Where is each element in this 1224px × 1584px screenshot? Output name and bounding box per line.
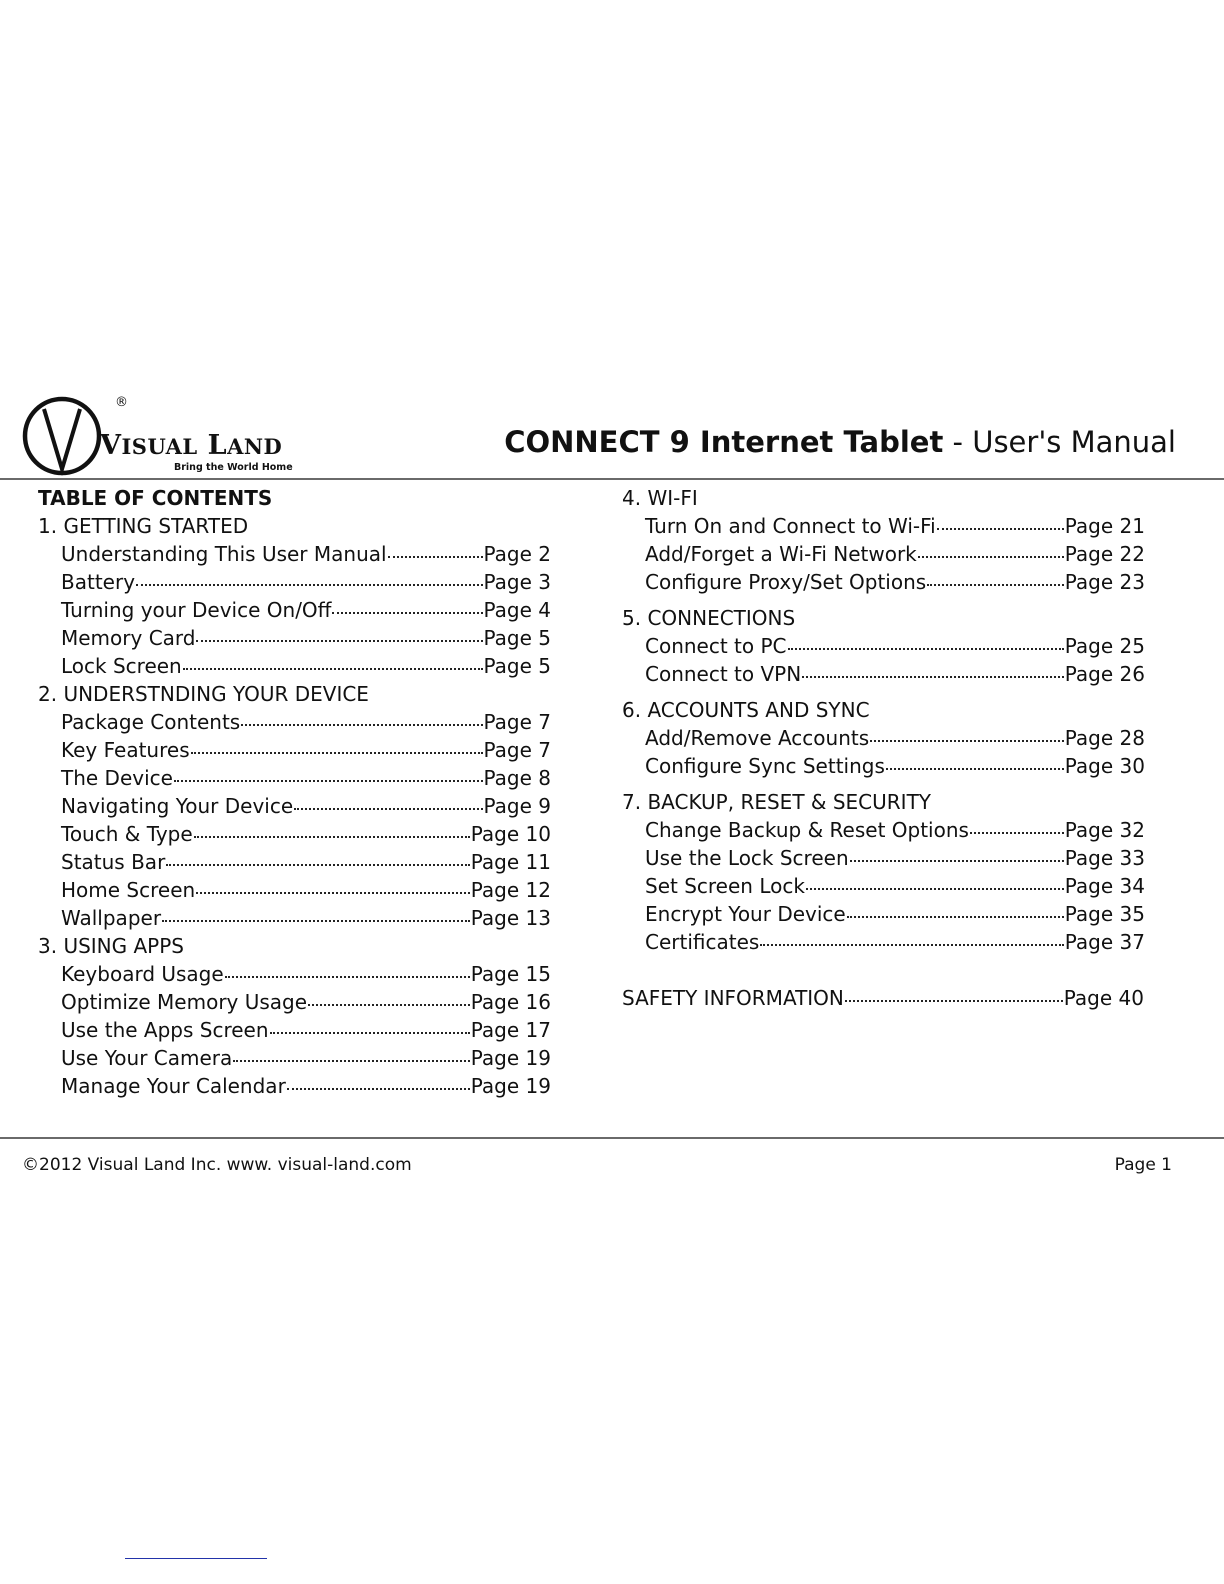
toc-entry[interactable] — [38, 876, 551, 904]
toc-entry-page: Page 17 — [470, 1018, 551, 1042]
toc-entry[interactable] — [38, 624, 551, 652]
toc-entry[interactable] — [622, 900, 1145, 928]
dot-leader — [845, 1000, 1063, 1002]
toc-entry-label: Home Screen — [61, 878, 196, 902]
toc-entry-page: Page 30 — [1064, 754, 1145, 778]
link-underline — [125, 1558, 267, 1559]
toc-entry-label: The Device — [61, 766, 173, 790]
toc-entry-label: Package Contents — [61, 710, 241, 734]
toc-section-title: 3. USING APPS — [38, 934, 184, 958]
toc-entry-page: Page 12 — [470, 878, 551, 902]
product-title: CONNECT 9 Internet Tablet — [504, 425, 944, 459]
dot-leader — [850, 860, 1064, 862]
toc-entry-page: Page 40 — [1063, 986, 1144, 1010]
toc-entry-label: Change Backup & Reset Options — [645, 818, 969, 842]
visual-land-logo — [20, 391, 310, 477]
toc-entry-page: Page 2 — [483, 542, 551, 566]
toc-entry[interactable] — [38, 708, 551, 736]
toc-entry-label: Turn On and Connect to Wi-Fi — [645, 514, 936, 538]
document-title — [504, 425, 1176, 459]
toc-left-column — [38, 484, 568, 1100]
toc-entry[interactable] — [38, 568, 551, 596]
dot-leader — [332, 612, 482, 614]
toc-entry[interactable] — [622, 512, 1145, 540]
toc-entry-page: Page 33 — [1064, 846, 1145, 870]
toc-entry[interactable] — [38, 1044, 551, 1072]
page-header — [0, 385, 1224, 485]
toc-entry[interactable] — [38, 596, 551, 624]
toc-entry[interactable] — [622, 752, 1145, 780]
dot-leader — [162, 920, 470, 922]
toc-entry-page: Page 32 — [1064, 818, 1145, 842]
toc-entry-label: Wallpaper — [61, 906, 162, 930]
dot-leader — [760, 944, 1063, 946]
toc-entry-page: Page 35 — [1064, 902, 1145, 926]
toc-entry-label: Set Screen Lock — [645, 874, 805, 898]
toc-entry-label: Connect to PC — [645, 634, 787, 658]
toc-entry-page: Page 28 — [1064, 726, 1145, 750]
dot-leader — [308, 1004, 470, 1006]
dot-leader — [970, 832, 1064, 834]
toc-entry-page: Page 4 — [483, 598, 551, 622]
toc-entry-label: Add/Forget a Wi-Fi Network — [645, 542, 917, 566]
toc-entry-safety-information[interactable] — [622, 984, 1144, 1012]
toc-entry-page: Page 3 — [483, 570, 551, 594]
toc-section-title: 1. GETTING STARTED — [38, 514, 249, 538]
toc-entry-page: Page 25 — [1064, 634, 1145, 658]
dot-leader — [927, 584, 1064, 586]
toc-entry-label: Encrypt Your Device — [645, 902, 846, 926]
dot-leader — [166, 864, 469, 866]
dot-leader — [196, 640, 482, 642]
toc-right-column — [622, 484, 1182, 1012]
toc-entry-page: Page 13 — [470, 906, 551, 930]
toc-section-title: 2. UNDERSTNDING YOUR DEVICE — [38, 682, 369, 706]
dot-leader — [270, 1032, 470, 1034]
toc-entry[interactable] — [622, 816, 1145, 844]
toc-entry[interactable] — [38, 540, 551, 568]
brand-name: VISUAL LAND — [100, 430, 283, 461]
toc-entry-label: Key Features — [61, 738, 190, 762]
toc-entry-label: Navigating Your Device — [61, 794, 294, 818]
toc-entry-page: Page 5 — [483, 654, 551, 678]
toc-entry-page: Page 37 — [1064, 930, 1145, 954]
dot-leader — [388, 556, 483, 558]
dot-leader — [918, 556, 1064, 558]
toc-entry-page: Page 7 — [483, 738, 551, 762]
toc-entry-label: Understanding This User Manual — [61, 542, 387, 566]
toc-entry-label: Status Bar — [61, 850, 166, 874]
toc-entry[interactable] — [38, 1072, 551, 1100]
dot-leader — [191, 752, 483, 754]
footer-copyright: ©2012 Visual Land Inc. www. visual-land.com — [22, 1155, 412, 1175]
toc-entry-label: Add/Remove Accounts — [645, 726, 870, 750]
dot-leader — [802, 676, 1064, 678]
toc-section-title: 7. BACKUP, RESET & SECURITY — [622, 790, 932, 814]
toc-entry[interactable] — [38, 1016, 551, 1044]
toc-entry-label: Configure Proxy/Set Options — [645, 570, 927, 594]
toc-entry-label: Certificates — [645, 930, 760, 954]
toc-entry[interactable] — [622, 568, 1145, 596]
toc-entry[interactable] — [38, 960, 551, 988]
toc-entry-page: Page 15 — [470, 962, 551, 986]
toc-section-title: 4. WI-FI — [622, 486, 698, 510]
toc-entry[interactable] — [38, 988, 551, 1016]
toc-entry[interactable] — [622, 928, 1145, 956]
toc-entry-page: Page 19 — [470, 1046, 551, 1070]
dot-leader — [136, 584, 482, 586]
dot-leader — [294, 808, 482, 810]
toc-entry-label: Memory Card — [61, 626, 196, 650]
toc-entry-label: Use the Apps Screen — [61, 1018, 269, 1042]
dot-leader — [937, 528, 1064, 530]
dot-leader — [174, 780, 483, 782]
dot-leader — [183, 668, 483, 670]
toc-entry[interactable] — [38, 848, 551, 876]
toc-entry-page: Page 5 — [483, 626, 551, 650]
toc-entry-label: SAFETY INFORMATION — [622, 986, 844, 1010]
footer-page-number: Page 1 — [1114, 1155, 1172, 1175]
dot-leader — [233, 1060, 470, 1062]
toc-entry-label: Use the Lock Screen — [645, 846, 849, 870]
toc-entry[interactable] — [38, 736, 551, 764]
toc-entry[interactable] — [622, 660, 1145, 688]
toc-entry-page: Page 23 — [1064, 570, 1145, 594]
brand-tagline: Bring the World Home — [174, 462, 293, 473]
toc-entry-label: Battery — [61, 570, 136, 594]
toc-heading: TABLE OF CONTENTS — [38, 486, 273, 510]
toc-entry-label: Manage Your Calendar — [61, 1074, 286, 1098]
dot-leader — [194, 836, 470, 838]
toc-section-title: 6. ACCOUNTS AND SYNC — [622, 698, 870, 722]
dot-leader — [806, 888, 1064, 890]
toc-entry-page: Page 8 — [483, 766, 551, 790]
toc-entry-label: Touch & Type — [61, 822, 193, 846]
toc-entry[interactable] — [622, 540, 1145, 568]
toc-entry[interactable] — [38, 904, 551, 932]
toc-section-title: 5. CONNECTIONS — [622, 606, 796, 630]
toc-entry-label: Lock Screen — [61, 654, 182, 678]
dot-leader — [225, 976, 470, 978]
toc-entry-page: Page 11 — [470, 850, 551, 874]
toc-entry-label: Turning your Device On/Off — [61, 598, 332, 622]
dot-leader — [847, 916, 1064, 918]
toc-entry[interactable] — [622, 632, 1145, 660]
toc-entry[interactable] — [622, 844, 1145, 872]
toc-entry-label: Optimize Memory Usage — [61, 990, 308, 1014]
toc-entry-label: Use Your Camera — [61, 1046, 233, 1070]
dot-leader — [886, 768, 1064, 770]
toc-entry[interactable] — [38, 652, 551, 680]
header-divider — [0, 478, 1224, 480]
toc-entry-label: Connect to VPN — [645, 662, 802, 686]
toc-entry-label: Keyboard Usage — [61, 962, 224, 986]
title-suffix: - User's Manual — [943, 425, 1176, 459]
toc-entry[interactable] — [622, 872, 1145, 900]
dot-leader — [196, 892, 470, 894]
toc-entry[interactable] — [622, 724, 1145, 752]
dot-leader — [788, 648, 1064, 650]
toc-entry-page: Page 19 — [470, 1074, 551, 1098]
toc-entry-page: Page 9 — [483, 794, 551, 818]
v-circle-logo-icon — [20, 391, 110, 477]
toc-entry[interactable] — [38, 764, 551, 792]
toc-entry[interactable] — [38, 792, 551, 820]
footer-divider — [0, 1137, 1224, 1139]
toc-entry-page: Page 16 — [470, 990, 551, 1014]
toc-entry-page: Page 21 — [1064, 514, 1145, 538]
dot-leader — [287, 1088, 470, 1090]
dot-leader — [241, 724, 482, 726]
toc-entry-page: Page 7 — [483, 710, 551, 734]
toc-entry[interactable] — [38, 820, 551, 848]
toc-entry-page: Page 34 — [1064, 874, 1145, 898]
toc-entry-page: Page 26 — [1064, 662, 1145, 686]
registered-mark: ® — [115, 395, 128, 410]
toc-entry-page: Page 10 — [470, 822, 551, 846]
toc-entry-label: Configure Sync Settings — [645, 754, 885, 778]
dot-leader — [870, 740, 1064, 742]
toc-entry-page: Page 22 — [1064, 542, 1145, 566]
